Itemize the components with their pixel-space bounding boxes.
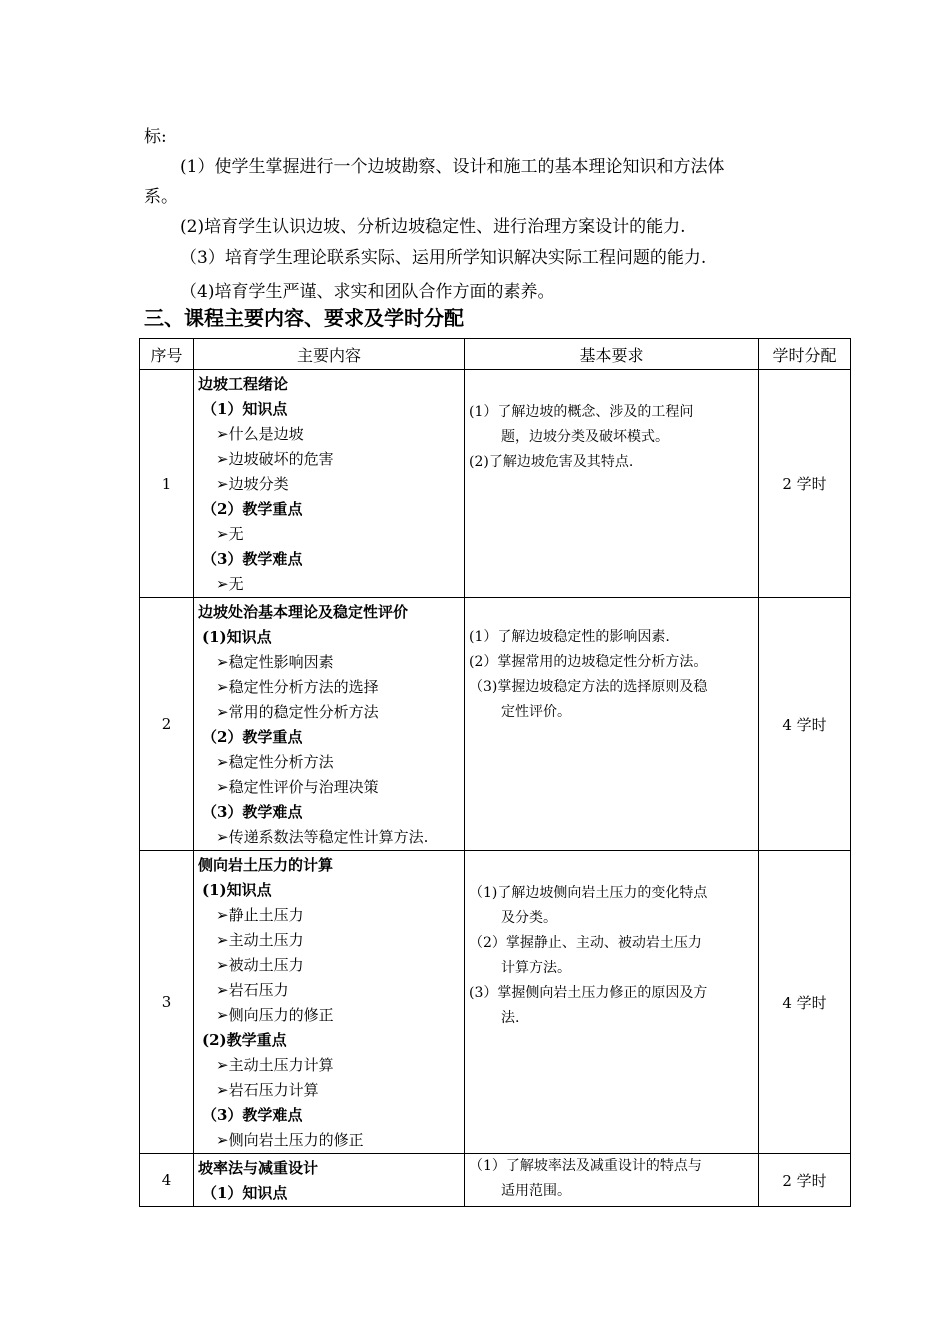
objective-1-cont: 系。: [144, 187, 178, 207]
row-content: [194, 598, 465, 851]
row-hours: 4 学时: [759, 851, 851, 1154]
objective-4: （4)培育学生严谨、求实和团队合作方面的素养。: [180, 282, 555, 302]
subheading-knowledge: （1）知识点: [202, 400, 288, 418]
requirement-item: [469, 1154, 754, 1204]
list-item: ➢稳定性评价与治理决策: [216, 778, 379, 796]
requirement-line: （1)了解边坡侧向岩土压力的变化特点: [469, 885, 708, 901]
requirement-line: 计算方法。: [501, 960, 571, 976]
requirement-item: [469, 625, 754, 650]
header-content: 主要内容: [194, 339, 465, 370]
row-hours: 2 学时: [759, 370, 851, 598]
requirement-item: [469, 881, 754, 931]
row-content: [194, 370, 465, 598]
list-item: ➢主动土压力: [216, 931, 304, 949]
row-requirements: [465, 370, 759, 598]
requirement-line: 法.: [501, 1010, 520, 1026]
list-item: ➢岩石压力: [216, 981, 289, 999]
requirement-item: [469, 400, 754, 450]
requirement-line: （3)掌握边坡稳定方法的选择原则及稳: [469, 679, 708, 695]
list-item: ➢边坡破坏的危害: [216, 450, 334, 468]
row-requirements: [465, 851, 759, 1154]
requirement-line: 题，边坡分类及破坏模式。: [501, 429, 669, 445]
row-content: [194, 1154, 465, 1207]
requirement-line: 适用范围。: [501, 1183, 571, 1199]
header-number: 序号: [140, 339, 194, 370]
subheading-emphasis: (2)教学重点: [202, 1031, 287, 1049]
list-item: ➢边坡分类: [216, 475, 289, 493]
list-item: ➢稳定性影响因素: [216, 653, 334, 671]
table-row: [140, 1154, 851, 1207]
table-header-row: [140, 339, 851, 370]
requirement-line: (2）掌握常用的边坡稳定性分析方法。: [469, 654, 708, 670]
list-item: ➢稳定性分析方法: [216, 753, 334, 771]
section-title: 三、课程主要内容、要求及学时分配: [144, 306, 464, 330]
list-item: ➢什么是边坡: [216, 425, 304, 443]
subheading-difficulty: （3）教学难点: [202, 803, 303, 821]
list-item: ➢静止土压力: [216, 906, 304, 924]
requirement-line: 及分类。: [501, 910, 557, 926]
objective-2: (2)培育学生认识边坡、分析边坡稳定性、进行治理方案设计的能力.: [180, 217, 686, 237]
subheading-knowledge: （1）知识点: [202, 1184, 288, 1202]
row-content: [194, 851, 465, 1154]
intro-line-0: 标:: [144, 127, 167, 147]
list-item: ➢被动土压力: [216, 956, 304, 974]
subheading-difficulty: （3）教学难点: [202, 1106, 303, 1124]
requirement-line: (1）了解边坡稳定性的影响因素.: [469, 629, 670, 645]
list-item: ➢侧向岩土压力的修正: [216, 1131, 364, 1149]
row-requirements: [465, 1154, 759, 1207]
topic-title: 边坡工程绪论: [198, 375, 289, 393]
objective-1: (1）使学生掌握进行一个边坡勘察、设计和施工的基本理论知识和方法体: [180, 157, 725, 177]
requirement-line: (2)了解边坡危害及其特点.: [469, 454, 634, 470]
row-hours: 2 学时: [759, 1154, 851, 1207]
list-item: ➢无: [216, 525, 244, 543]
list-item: ➢主动土压力计算: [216, 1056, 334, 1074]
requirement-line: (3）掌握侧向岩土压力修正的原因及方: [469, 985, 708, 1001]
header-hours: 学时分配: [759, 339, 851, 370]
list-item: ➢常用的稳定性分析方法: [216, 703, 379, 721]
course-content-table: [139, 338, 851, 1207]
row-number: 3: [140, 851, 194, 1154]
subheading-knowledge: (1)知识点: [202, 628, 272, 646]
list-item: ➢岩石压力计算: [216, 1081, 319, 1099]
row-hours: 4 学时: [759, 598, 851, 851]
requirement-item: [469, 931, 754, 981]
row-number: 4: [140, 1154, 194, 1207]
topic-title: 边坡处治基本理论及稳定性评价: [198, 603, 409, 621]
requirement-line: （2）掌握静止、主动、被动岩土压力: [469, 935, 702, 951]
requirement-item: [469, 981, 754, 1031]
header-requirements: 基本要求: [465, 339, 759, 370]
list-item: ➢侧向压力的修正: [216, 1006, 334, 1024]
requirement-line: 定性评价。: [501, 704, 571, 720]
topic-title: 坡率法与减重设计: [198, 1159, 319, 1177]
row-number: 2: [140, 598, 194, 851]
requirement-line: (1）了解边坡的概念、涉及的工程问: [469, 404, 694, 420]
objective-3: （3）培育学生理论联系实际、运用所学知识解决实际工程问题的能力.: [180, 248, 707, 268]
row-number: 1: [140, 370, 194, 598]
subheading-knowledge: (1)知识点: [202, 881, 272, 899]
table-row: [140, 851, 851, 1154]
table-row: [140, 598, 851, 851]
list-item: ➢无: [216, 575, 244, 593]
row-requirements: [465, 598, 759, 851]
requirement-item: [469, 675, 754, 725]
list-item: ➢传递系数法等稳定性计算方法.: [216, 828, 429, 846]
requirement-line: （1）了解坡率法及减重设计的特点与: [469, 1158, 702, 1174]
subheading-emphasis: （2）教学重点: [202, 728, 303, 746]
table-row: [140, 370, 851, 598]
topic-title: 侧向岩土压力的计算: [198, 856, 334, 874]
subheading-difficulty: （3）教学难点: [202, 550, 303, 568]
list-item: ➢稳定性分析方法的选择: [216, 678, 379, 696]
requirement-item: [469, 450, 754, 475]
requirement-item: [469, 650, 754, 675]
subheading-emphasis: （2）教学重点: [202, 500, 303, 518]
